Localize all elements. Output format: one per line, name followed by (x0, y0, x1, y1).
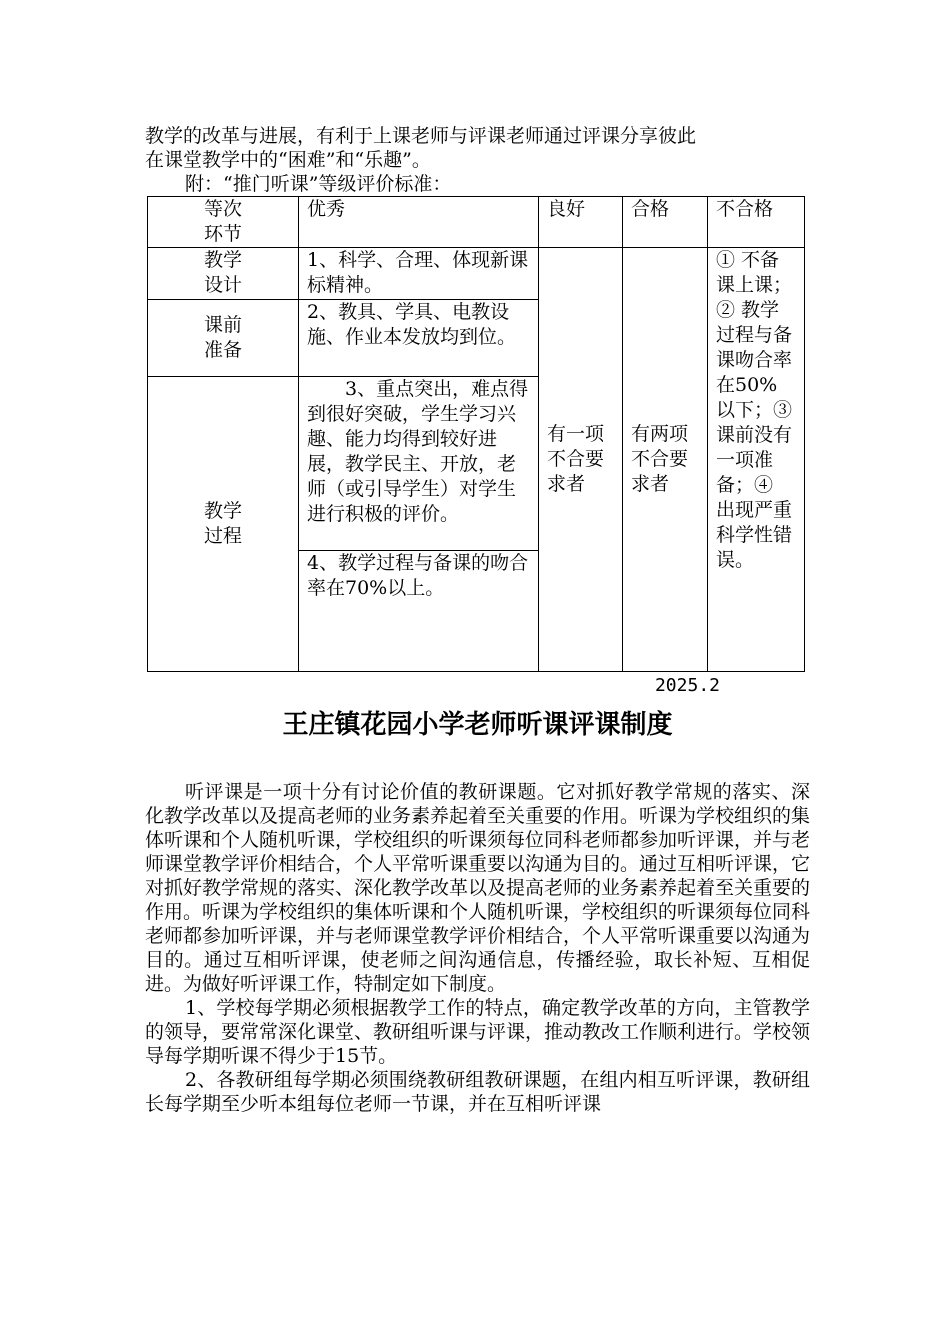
intro-line-1: 教学的改革与进展，有利于上课老师与评课老师通过评课分享彼此 (145, 125, 697, 147)
header-corner-line-2: 环节 (203, 223, 242, 245)
document-page (145, 124, 810, 1116)
row-label-prep-line-2: 准备 (203, 339, 242, 361)
page-title: 王庄镇花园小学老师听课评课制度 (282, 710, 673, 740)
row-label-prep (148, 300, 299, 377)
intro-line-2: 在课堂教学中的“困难”和“乐趣”。 (145, 149, 431, 171)
table-row-design (148, 248, 805, 300)
header-excellent: 优秀 (299, 197, 539, 248)
row-label-prep-line-1: 课前 (203, 314, 242, 336)
document-date: 2025.2 (654, 675, 720, 696)
prep-excellent-criteria: 2、教具、学具、电教设施、作业本发放均到位。 (299, 300, 539, 377)
header-corner-cell (148, 197, 299, 248)
header-good: 良好 (539, 197, 623, 248)
header-corner-line-1: 等次 (203, 198, 242, 220)
process-excellent-criteria-4: 4、教学过程与备课的吻合率在70%以上。 (299, 551, 539, 672)
appendix-caption: 附：“推门听课”等级评价标准： (185, 173, 452, 195)
body-paragraph-2: 1、学校每学期必须根据教学工作的特点，确定教学改革的方向，主管教学的领导，要常常深化课堂、教研组听课与评课，推动教改工作顺利进行。学校领导每学期听课不得少于15节。 (145, 997, 811, 1067)
process-excellent-criteria-3: 3、重点突出，难点得到很好突破，学生学习兴趣、能力均得到较好进展，教学民主、开放，老师（或引导学生）对学生进行积极的评价。 (299, 377, 539, 551)
good-criteria: 有一项不合要求者 (539, 248, 623, 672)
row-label-process-line-2: 过程 (203, 525, 242, 547)
header-pass: 合格 (623, 197, 708, 248)
fail-criteria: ① 不备课上课；② 教学过程与备课吻合率在50%以下；③ 课前没有一项准备；④ 出现严重科学性错误。 (708, 248, 805, 672)
pass-criteria: 有两项不合要求者 (623, 248, 708, 672)
design-excellent-criteria: 1、科学、合理、体现新课标精神。 (299, 248, 539, 300)
row-label-design (148, 248, 299, 300)
row-label-design-line-1: 教学 (203, 249, 242, 271)
row-label-process-line-1: 教学 (203, 500, 242, 522)
table-header-row (148, 197, 805, 248)
row-label-process (148, 377, 299, 672)
body-paragraph-1: 听评课是一项十分有讨论价值的教研课题。它对抓好教学常规的落实、深化教学改革以及提高老师的业务素养起着至关重要的作用。听课为学校组织的集体听课和个人随机听课，学校组织的听课须每位同科老师都参加听评课，并与老师课堂教学评价相结合，个人平常听课重要以沟通为目的。通过互相听评课，它对抓好教学常规的落实、深化教学改革以及提高老师的业务素养起着至关重要的作用。听课为学校组织的集体听课和个人随机听课，学校组织的听课须每位同科老师都参加听评课，并与老师课堂教学评价相结合，个人平常听课重要以沟通为目的。通过互相听评课，使老师之间沟通信息，传播经验，取长补短、互相促进。为做好听评课工作，特制定如下制度。 (145, 781, 811, 995)
body-paragraph-3: 2、各教研组每学期必须围绕教研组教研课题，在组内相互听评课，教研组长每学期至少听本组每位老师一节课，并在互相听评课 (145, 1069, 810, 1115)
row-label-design-line-2: 设计 (203, 274, 242, 296)
header-fail: 不合格 (708, 197, 805, 248)
grading-table (147, 196, 805, 672)
